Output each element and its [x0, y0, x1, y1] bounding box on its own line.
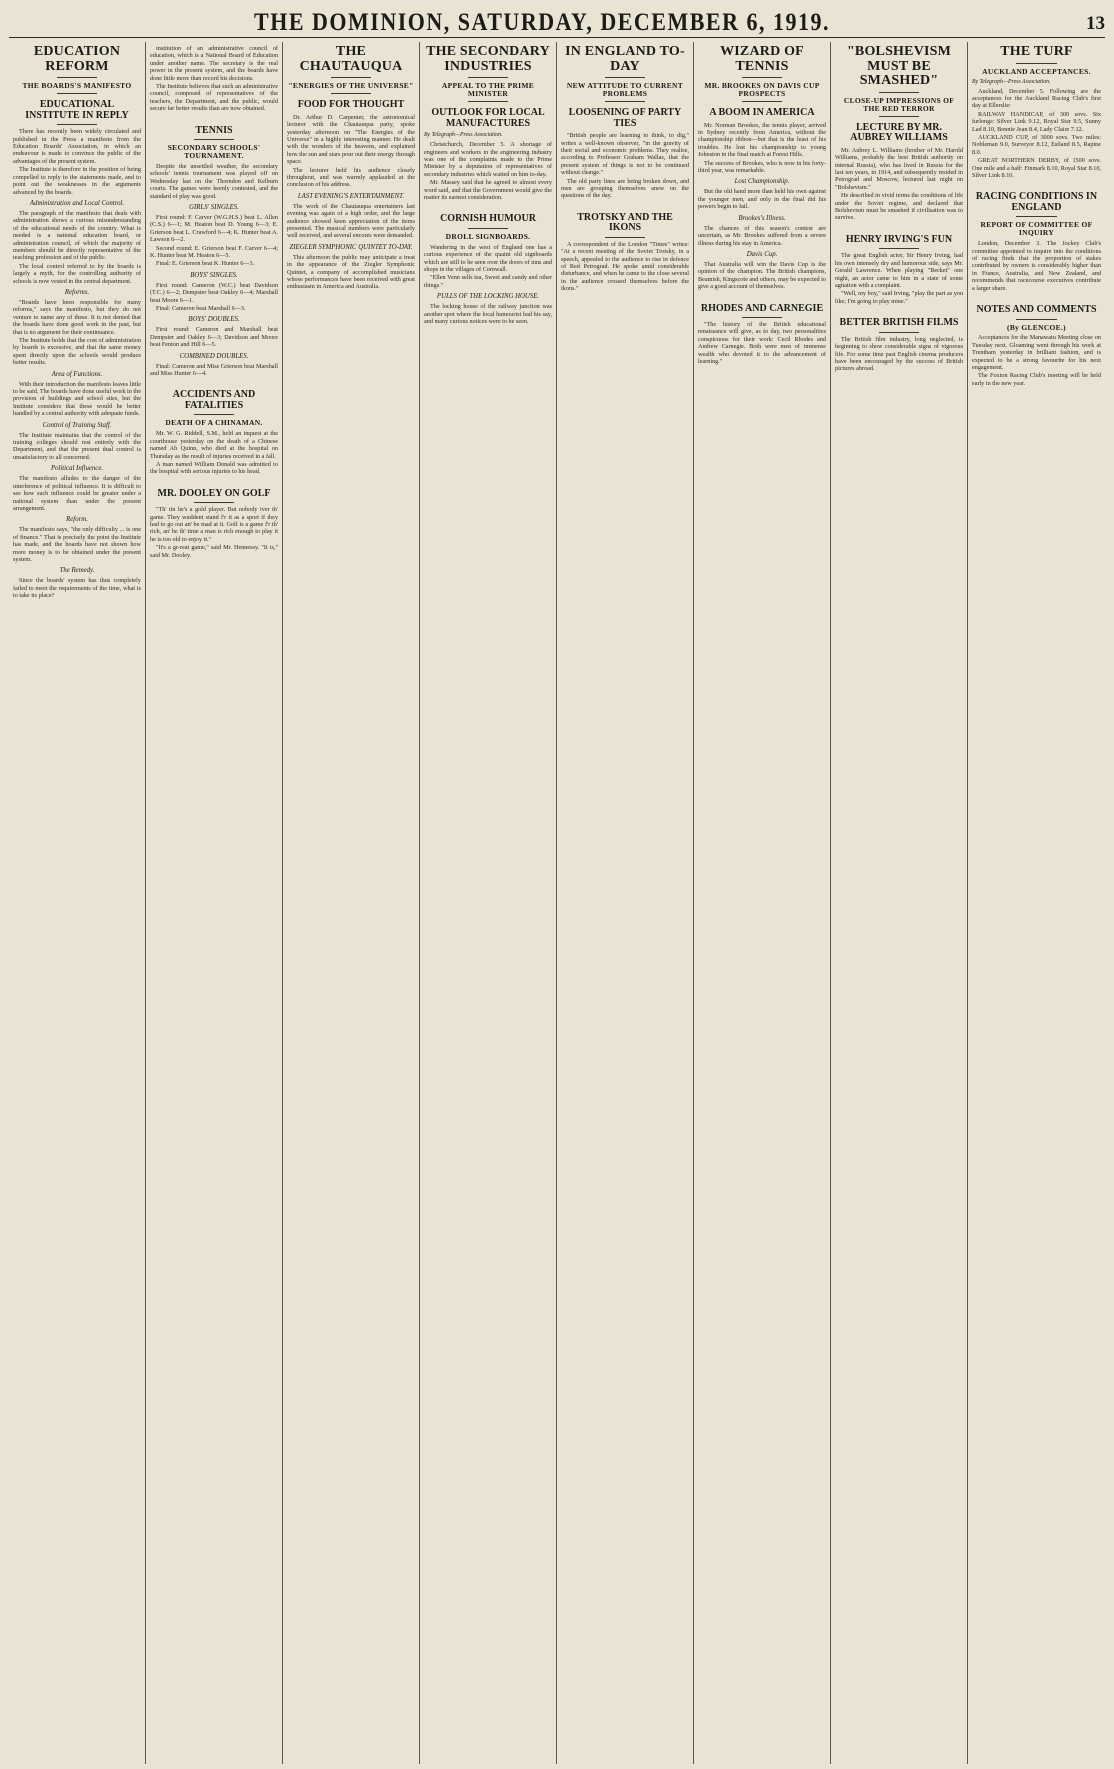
- body-text: That Australia will win the Davis Cup is the opinion of the champion. The British champions, Beamish, Kingscote and others, may be expected to give a good account of themselves.: [698, 260, 827, 291]
- subheadline-energies: "ENERGIES OF THE UNIVERSE": [288, 81, 414, 91]
- divider: [879, 92, 919, 93]
- subheadline-by-glencoe: (By GLENCOE.): [1007, 322, 1066, 332]
- dateline: By Telegraph—Press Association.: [424, 132, 503, 139]
- divider: [742, 317, 782, 318]
- divider: [1016, 319, 1057, 320]
- body-text: The locking house of the railway junction was another spot where the local humourist had his say, and many curious notices were to be seen.: [424, 303, 552, 325]
- divider: [57, 124, 97, 125]
- subheadline-droll-signboards: DROLL SIGNBOARDS.: [445, 231, 531, 241]
- masthead-title: THE DOMINION, SATURDAY, DECEMBER 6, 1919.: [254, 7, 830, 36]
- subsection-area: Area of Functions.: [51, 370, 103, 378]
- body-text: Mr. Norman Brookes, the tennis player, arrived in Sydney recently from America, without the championship ribbon—but that is the least of his troubles. He lost his championship to young Johnston in the final match at Forest Hills. The success of Brookes, who is now in his forty-third year, was remarkable.: [698, 121, 826, 175]
- divider: [468, 228, 508, 229]
- body-text: The British film industry, long neglected, is beginning to show considerable signs of vigorous life. For some time past English cinema producers have been encouraged by the success of British pictures abroad.: [835, 335, 963, 373]
- body-text: Auckland, December 5. Following are the acceptances for the Auckland Racing Club's first day at Ellerslie: RAILWAY HANDICAP, of 300 sovs. Six furlongs: Silver Link 9.12, Royal Star 9.5, Sunny Lad 8.10, Bonnie Jean 8.4, Lady Claire 7.12. AUCKLAND CUP, of 3000 sovs. Two miles: Nobleman 9.0, Surveyor 8.12, Estland 8.5, Rapine 8.0. GREAT NORTHERN DERBY, of 1500 sovs. One mile and a half: Finmark 8.10, Royal Star 8.10, Silver Link 8.10.: [972, 87, 1101, 180]
- divider: [194, 414, 234, 415]
- column-england-today: [557, 42, 694, 1764]
- body-text: "The history of the British educational renaissance will give, as to day, two personalities conspicuous for their work: Cecil Rhodes and Andrew Carnegie. Both were men of immense wealth who devoted it to the advancement of learning.": [698, 321, 826, 366]
- body-text: Dr. Arthur D. Carpenter, the astronomical lecturer with the Chautauqua party, spoke yesterday afternoon on "The Energies of the Universe" in a highly interesting manner. He dealt with the wonders of the heavens, and explained how the sun and stars pour out their energy through space. The lecturer held his audience closely throughout, and was warmly applauded at the conclusion of his address.: [287, 113, 415, 189]
- subsection-lost-championship: Lost Championship.: [734, 178, 790, 186]
- divider: [742, 101, 782, 102]
- column-the-turf: [968, 42, 1105, 1764]
- headline-notes-comments: NOTES AND COMMENTS: [976, 304, 1097, 316]
- columns: [9, 42, 1105, 1764]
- divider: [605, 237, 645, 238]
- headline-tennis: TENNIS: [195, 124, 233, 136]
- headline-secondary-industries: THE SECONDARY INDUSTRIES: [426, 44, 550, 74]
- subheadline-boards-manifesto: THE BOARDS'S MANIFESTO: [22, 81, 132, 91]
- divider: [742, 77, 782, 78]
- headline-bolshevism: "BOLSHEVISM MUST BE SMASHED": [846, 44, 952, 89]
- subsection-training: Control of Training Staff.: [42, 421, 112, 429]
- subsection-boys-doubles: BOYS' DOUBLES.: [188, 316, 240, 324]
- body-text: There has recently been widely circulated and published in the Press a manifesto from the Education Boards' Association, in which an endeavour is made to convince the public of the advantages of the present system. The Institute is therefore in the position of being compelled to reply to the statements made, and to point out the weaknesses in the arguments advanced by the boards.: [13, 128, 141, 196]
- subsection-combined-doubles: COMBINED DOUBLES.: [179, 352, 249, 360]
- subheadline-death-chinaman: DEATH OF A CHINAMAN.: [165, 418, 263, 428]
- body-text: The manifesto says, "the only difficulty ... is one of finance." That is precisely the point the Institute has made, and the boards have not shown how more money is to be obtained under the present system.: [13, 526, 141, 563]
- headline-education-reform: EDUCATION REFORM: [33, 44, 121, 74]
- body-text: "British people are learning to think, to dig," writes a well-known observer, "in the gravity of their social and economic problems. They realise, according to Professor Graham Wallas, that the present system of things is not to be continued without change." The old party lines are being broken down, and men are grouping themselves anew on the questions of the day.: [561, 132, 689, 200]
- divider: [879, 248, 919, 249]
- subheadline-prime-minister: APPEAL TO THE PRIME MINISTER: [441, 81, 535, 99]
- body-text: Since the boards' system has thus completely failed to meet the requirements of the time, what is to take its place?: [13, 577, 141, 600]
- subsection-pulls: PULLS OF THE LOCKING HOUSE.: [436, 293, 540, 301]
- page-number: 13: [1086, 13, 1105, 34]
- subsection-last-evening: LAST EVENING'S ENTERTAINMENT.: [297, 192, 405, 200]
- body-text: Christchurch, December 5. A shortage of engineers and workers in the engineering industry was one of the complaints made to the Prime Minister by a deputation of representatives of secondary industries which waited on him to-day. Mr. Massey said that he agreed to almost every word said, and that the Government would give the matter its earnest consideration.: [424, 141, 552, 201]
- body-text: The great English actor, Sir Henry Irving, had his own intensely dry and humorous side, says Mr. Gerald Lawrence. When playing "Becket" one night, an actor came to him in a state of some agitation with a complaint. "Well, my boy," said Irving, "play the part as you like; I'm going to play mine.": [835, 252, 963, 305]
- body-text: But the old hand more than held his own against the younger men, and only in the final did his powers begin to fail.: [698, 188, 826, 211]
- divider: [605, 77, 645, 78]
- body-text: With their introduction the manifesto leaves little to be said. The boards have done useful work in the provision of buildings and school sites, but the Institute considers that these would be better handled by a central authority with adequate funds.: [13, 380, 141, 418]
- body-text: London, December 3. The Jockey Club's committee appointed to inquire into the conditions of racing finds that the proportion of stakes contributed by owners is considerably higher than in France, Australia, and New Zealand, and recommends that racecourse executives contribute a larger share.: [972, 240, 1101, 292]
- section-aubrey-williams: LECTURE BY MR. AUBREY WILLIAMS: [850, 121, 948, 144]
- headline-cornish-humour: CORNISH HUMOUR: [440, 213, 536, 225]
- divider: [468, 77, 508, 78]
- body-text: Final: Cameron and Miss Grierson beat Marshall and Miss Hunter 6—4.: [150, 362, 278, 378]
- body-text: The work of the Chautauqua entertainers last evening was again of a high order, and the large audience showed keen appreciation of the items presented. The musical numbers were particularly well received, and several encores were demanded.: [287, 202, 415, 240]
- subsection-ziegler: ZIEGLER SYMPHONIC QUINTET TO-DAY.: [289, 243, 413, 251]
- subsection-reforms: Reforms.: [64, 288, 90, 296]
- divider: [468, 101, 508, 102]
- body-text: "Boards have been responsible for many reforms," says the manifesto, but they do not venture to name any of these. It is not denied that the boards have done good work in the past, but that is no argument for their continuance. The Institute holds that the cost of administration by boards is excessive, and that the same money spent directly upon the schools would produce better results.: [13, 298, 141, 367]
- dateline: By Telegraph—Press Association.: [972, 78, 1051, 85]
- subsection-remedy: The Remedy.: [59, 567, 95, 575]
- headline-trotsky: TROTSKY AND THE IKONS: [577, 211, 673, 234]
- body-text: First round: F. Carver (W.G.H.S.) beat L. Allen (C.S.) 6—1; M. Heaton beat D. Young 6—3; E. Grierson beat L. Crawford 6—4; K. Hunter beat A. Lawson 6—2. Second round: E. Grierson beat F. Carver 6—4; K. Hunter beat M. Heaton 6—5. Final: E. Grierson beat K. Hunter 6—3.: [150, 213, 278, 268]
- subheadline-secondary-schools: SECONDARY SCHOOLS' TOURNAMENT.: [167, 143, 261, 161]
- headline-wizard-tennis: WIZARD OF TENNIS: [720, 44, 804, 74]
- section-boom-america: A BOOM IN AMERICA: [709, 107, 815, 119]
- subsection-girls-singles: GIRLS' SINGLES.: [189, 203, 239, 211]
- headline-rhodes-carnegie: RHODES AND CARNEGIE: [700, 302, 824, 314]
- divider: [57, 77, 97, 78]
- section-educational-institute: EDUCATIONAL INSTITUTE IN REPLY: [25, 99, 129, 121]
- column-chautauqua: [283, 42, 420, 1764]
- section-party-ties: LOOSENING OF PARTY TIES: [568, 107, 682, 129]
- divider: [331, 93, 371, 94]
- subsection-reform: Reform.: [66, 516, 88, 524]
- divider: [1016, 63, 1057, 64]
- body-text: The paragraph of the manifesto that deals with administration shows a curious misunderstanding of the educational needs of the country. What is needed is a national education board, or administration council, of which the majority of members should be directly representative of the teaching profession and of the public. The local control referred to by the boards is largely a myth, for the controlling authority of schools is now vested in the central department.: [13, 209, 141, 285]
- column-bolshevism: [831, 42, 968, 1764]
- divider: [331, 77, 371, 78]
- subsection-davis-cup: Davis Cup.: [746, 250, 778, 258]
- body-text: Mr. Aubrey L. Williams (brother of Mr. Harold Williams, probably the best British authority on internal Russia), who has lived in Russia for the last ten years, in 1914, and subsequently resided in Petrograd and Moscow, lectured last night on "Bolshevism." He described in vivid terms the conditions of life under the Soviet regime, and declared that Bolshevism must be smashed if civilisation was to survive.: [835, 146, 963, 222]
- body-text: First round: Cameron (W.C.) beat Davidson (T.C.) 6—2; Dempster beat Oakley 6—4; Marshall beat Moore 6—1. Final: Cameron beat Marshall 6—3.: [150, 281, 278, 312]
- subsection-political: Political Influence.: [50, 465, 104, 473]
- body-text: Despite the unsettled weather, the secondary schools' tennis tournament was played off on Wednesday last on the Thorndon and Kelburn courts. The games were keenly contested, and the standard of play was good.: [150, 162, 278, 200]
- divider: [194, 139, 234, 140]
- headline-the-turf: THE TURF: [1000, 44, 1073, 59]
- headline-british-films: BETTER BRITISH FILMS: [839, 317, 959, 329]
- divider: [194, 502, 234, 503]
- column-secondary-industries: [420, 42, 557, 1764]
- subheadline-davis-cup: MR. BROOKES ON DAVIS CUP PROSPECTS: [704, 81, 820, 99]
- subheadline-red-terror: CLOSE-UP IMPRESSIONS OF THE RED TERROR: [843, 96, 955, 113]
- divider: [57, 93, 97, 94]
- headline-racing-conditions: RACING CONDITIONS IN ENGLAND: [975, 191, 1098, 213]
- subheadline-committee-inquiry: REPORT OF COMMITTEE OF INQUIRY: [980, 220, 1093, 238]
- headline-accidents: ACCIDENTS AND FATALITIES: [172, 389, 256, 411]
- subheadline-current-problems: NEW ATTITUDE TO CURRENT PROBLEMS: [566, 81, 684, 99]
- subsection-brookes-illness: Brookes's Illness.: [738, 214, 786, 222]
- headline-henry-irving: HENRY IRVING'S FUN: [845, 233, 953, 245]
- body-text: This afternoon the public may anticipate a treat in the appearance of the Ziegler Symphonic Quintet, a company of accomplished musicians whose performances have been received with great enthusiasm in America and Australia.: [287, 253, 415, 291]
- body-text: institution of an administrative council of education, which is a National Board of Education under another name. The secretary is the real power in the present system, and the boards have done little more than record his decisions. The Institute believes that such an administrative council, composed of representatives of the teachers, the Department, and the public, would secure far better results than are now obtained.: [150, 45, 278, 113]
- masthead: [9, 8, 1105, 38]
- section-food-thought: FOOD FOR THOUGHT: [297, 99, 405, 111]
- column-tennis-accidents: [146, 42, 283, 1764]
- section-local-manufactures: OUTLOOK FOR LOCAL MANUFACTURES: [431, 107, 545, 129]
- headline-mr-dooley: MR. DOOLEY ON GOLF: [157, 487, 271, 499]
- divider: [605, 101, 645, 102]
- column-education-reform: [9, 42, 146, 1764]
- body-text: A correspondent of the London "Times" writes: "At a recent meeting of the Soviet Trotsky, in a speech, appealed to the audience to rise in defence of Red Petrograd. He spoke amid considerable disturbance, and when he came to the close several in the audience crossed themselves before the ikons.": [561, 240, 689, 293]
- body-text: The chances of this season's contest are uncertain, as Mr. Brookes suffered from a severe illness during his stay in America.: [698, 224, 826, 247]
- body-text: Mr. W. G. Riddell, S.M., held an inquest at the courthouse yesterday on the death of a Chinese named Ah Quinn, who died at the hospital on Thursday as the result of injuries received in a fall. A man named William Donald was admitted to the hospital with serious injuries to his head.: [150, 430, 278, 476]
- divider: [879, 116, 919, 117]
- divider: [879, 332, 919, 333]
- headline-chautauqua: THE CHAUTAUQUA: [299, 44, 403, 74]
- divider: [1016, 216, 1057, 217]
- subsection-boys-singles: BOYS' SINGLES.: [190, 271, 238, 279]
- body-text: The Institute maintains that the control of the training colleges should rest entirely with the Department, and that the present dual control is unsatisfactory to all concerned.: [13, 431, 141, 461]
- body-text: "Th' tin he's a gold player. But nobody iver th' game. They wuddent stand f'r it as a sport if they had to go out an' be mad at it. Golf is a game f'r th' rich, an' be th' time a man is rich enough to play it he is too old to enjoy it." "It's a gr-reat game," said Mr. Hennessy. "It is," said Mr. Dooley.: [150, 506, 278, 559]
- column-wizard-tennis: [694, 42, 831, 1764]
- body-text: The manifesto alludes to the danger of the interference of political influence. It is difficult to see how such influence could be greater under a national system than under the present arrangement.: [13, 475, 141, 512]
- subheadline-auckland-acceptances: AUCKLAND ACCEPTANCES.: [982, 66, 1091, 76]
- headline-england-today: IN ENGLAND TO-DAY: [565, 44, 685, 74]
- body-text: Acceptances for the Manawatu Meeting close on Tuesday next. Gloaming went through his work at Trentham yesterday in brilliant fashion, and is expected to be a strong favourite for his next engagement. The Foxton Racing Club's meeting will be held early in the new year.: [972, 334, 1101, 387]
- body-text: Wandering in the west of England one has a curious experience of the quaint old signboards which are still to be seen over the doors of inns and shops in the villages of Cornwall. "Ellen Venn sells tea, Sweet and candy and other things.": [424, 243, 552, 289]
- body-text: First round: Cameron and Marshall beat Dempster and Oakley 6—3; Davidson and Moore beat Fenton and Hill 6—5.: [150, 326, 278, 349]
- subsection-admin: Administration and Local Control.: [29, 199, 125, 207]
